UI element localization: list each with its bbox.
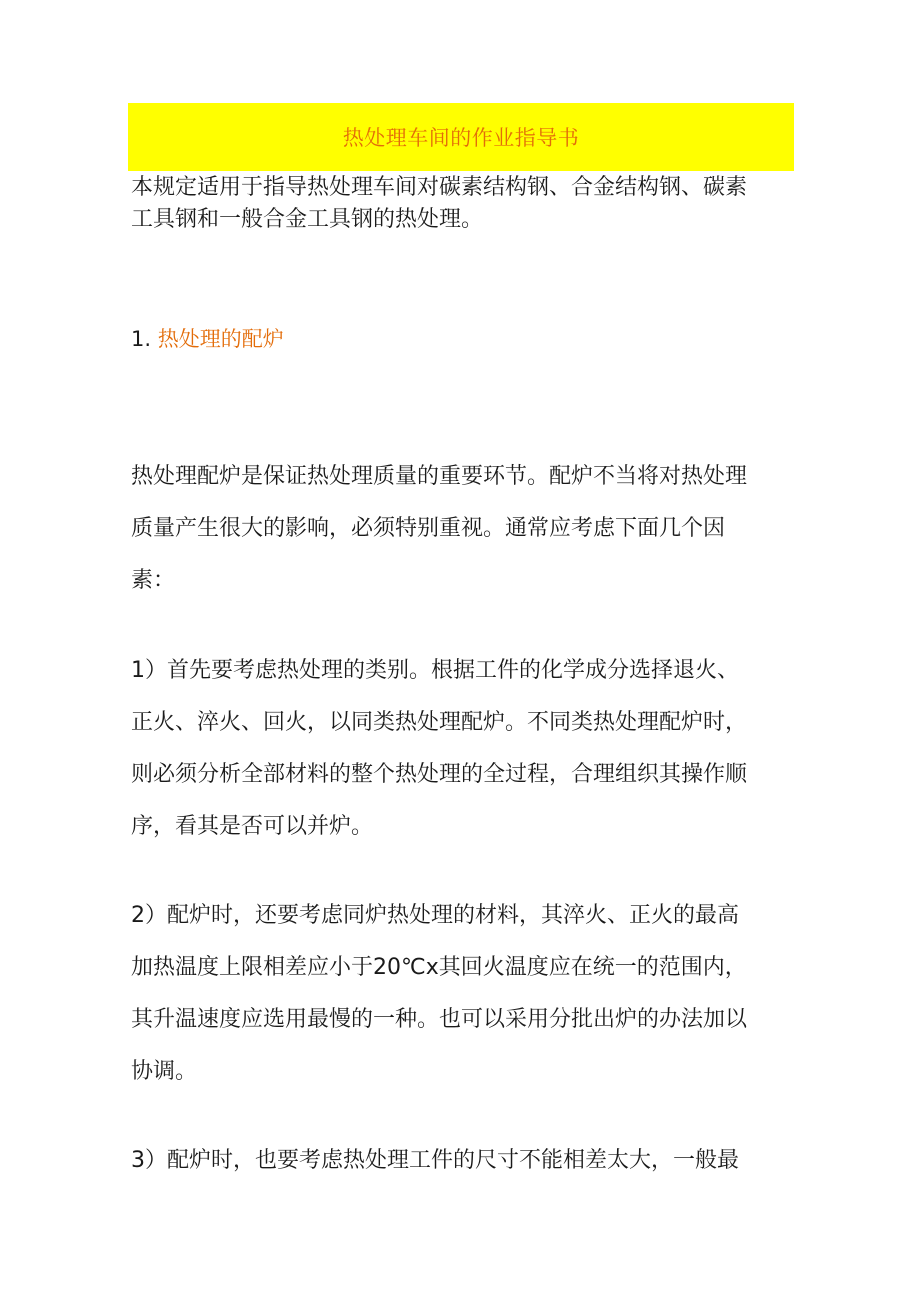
- paragraph-item-3: 3）配炉时，也要考虑热处理工件的尺寸不能相差太大，一般最: [131, 1148, 739, 1173]
- paragraph-furnace-intro: 热处理配炉是保证热处理质量的重要环节。配炉不当将对热处理 质量产生很大的影响，必须特别重视。通常应考虑下面几个因 素：: [131, 464, 748, 593]
- section-number: 1.: [131, 327, 152, 351]
- intro-paragraph: 本规定适用于指导热处理车间对碳素结构钢、合金结构钢、碳素 工具钢和一般合金工具钢的热处理。: [131, 175, 748, 232]
- paragraph-item-2: 2）配炉时，还要考虑同炉热处理的材料，其淬火、正火的最高 加热温度上限相差应小于20℃x其回火温度应在统一的范围内， 其升温速度应选用最慢的一种。也可以采用分批出炉的办法加以 协调。: [131, 903, 748, 1084]
- paragraph-item-1: 1）首先要考虑热处理的类别。根据工件的化学成分选择退火、 正火、淬火、回火，以同类热处理配炉。不同类热处理配炉时， 则必须分析全部材料的整个热处理的全过程，合理组织其操作顺 序，看其是否可以并炉。: [131, 658, 748, 839]
- section-title: 热处理的配炉: [157, 327, 284, 351]
- document-title: 热处理车间的作业指导书: [342, 126, 580, 150]
- title-banner: [128, 103, 794, 171]
- section-heading: [131, 322, 284, 356]
